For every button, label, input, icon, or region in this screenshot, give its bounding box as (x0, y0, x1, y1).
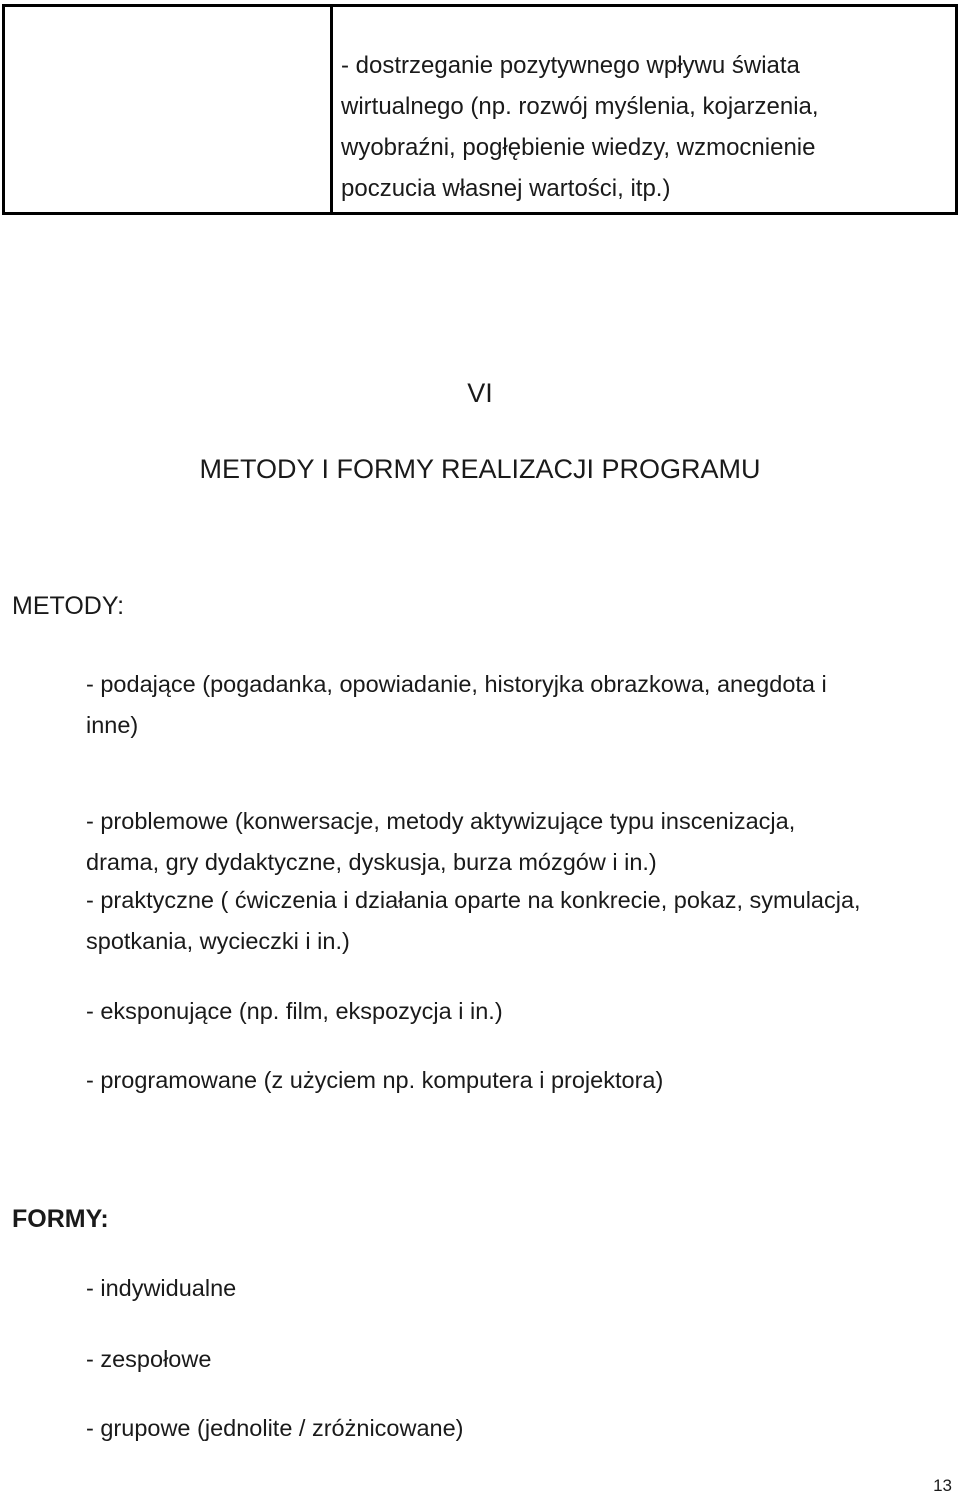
table-cell-text: - dostrzeganie pozytywnego wpływu świata wirtualnego (np. rozwój myślenia, kojarzenia, wyobraźni, pogłębienie wiedzy, wzmocnienie poczucia własnej wartości, itp.) (341, 52, 819, 202)
methods-heading: METODY: (12, 592, 125, 620)
forms-item: - zespołowe (86, 1346, 212, 1372)
methods-item: - eksponujące (np. film, ekspozycja i in.) (86, 998, 503, 1024)
table-cell-empty (5, 7, 333, 212)
forms-heading: FORMY: (12, 1205, 109, 1233)
forms-item: - grupowe (jednolite / zróżnicowane) (86, 1415, 464, 1441)
methods-item: - praktyczne ( ćwiczenia i działania oparte na konkrecie, pokaz, symulacja, spotkania, wycieczki i in.) (86, 887, 861, 954)
methods-item: - podające (pogadanka, opowiadanie, historyjka obrazkowa, anegdota i inne) (86, 671, 827, 738)
page-number: 13 (933, 1476, 952, 1495)
section-number: VI (467, 378, 493, 408)
table-cell-content (333, 7, 955, 212)
top-table (2, 4, 958, 215)
forms-item: - indywidualne (86, 1275, 237, 1301)
methods-item: - problemowe (konwersacje, metody aktywizujące typu inscenizacja, drama, gry dydaktyczne, dyskusja, burza mózgów i in.) (86, 808, 796, 875)
section-title: METODY I FORMY REALIZACJI PROGRAMU (199, 454, 761, 484)
methods-item: - programowane (z użyciem np. komputera i projektora) (86, 1067, 664, 1093)
